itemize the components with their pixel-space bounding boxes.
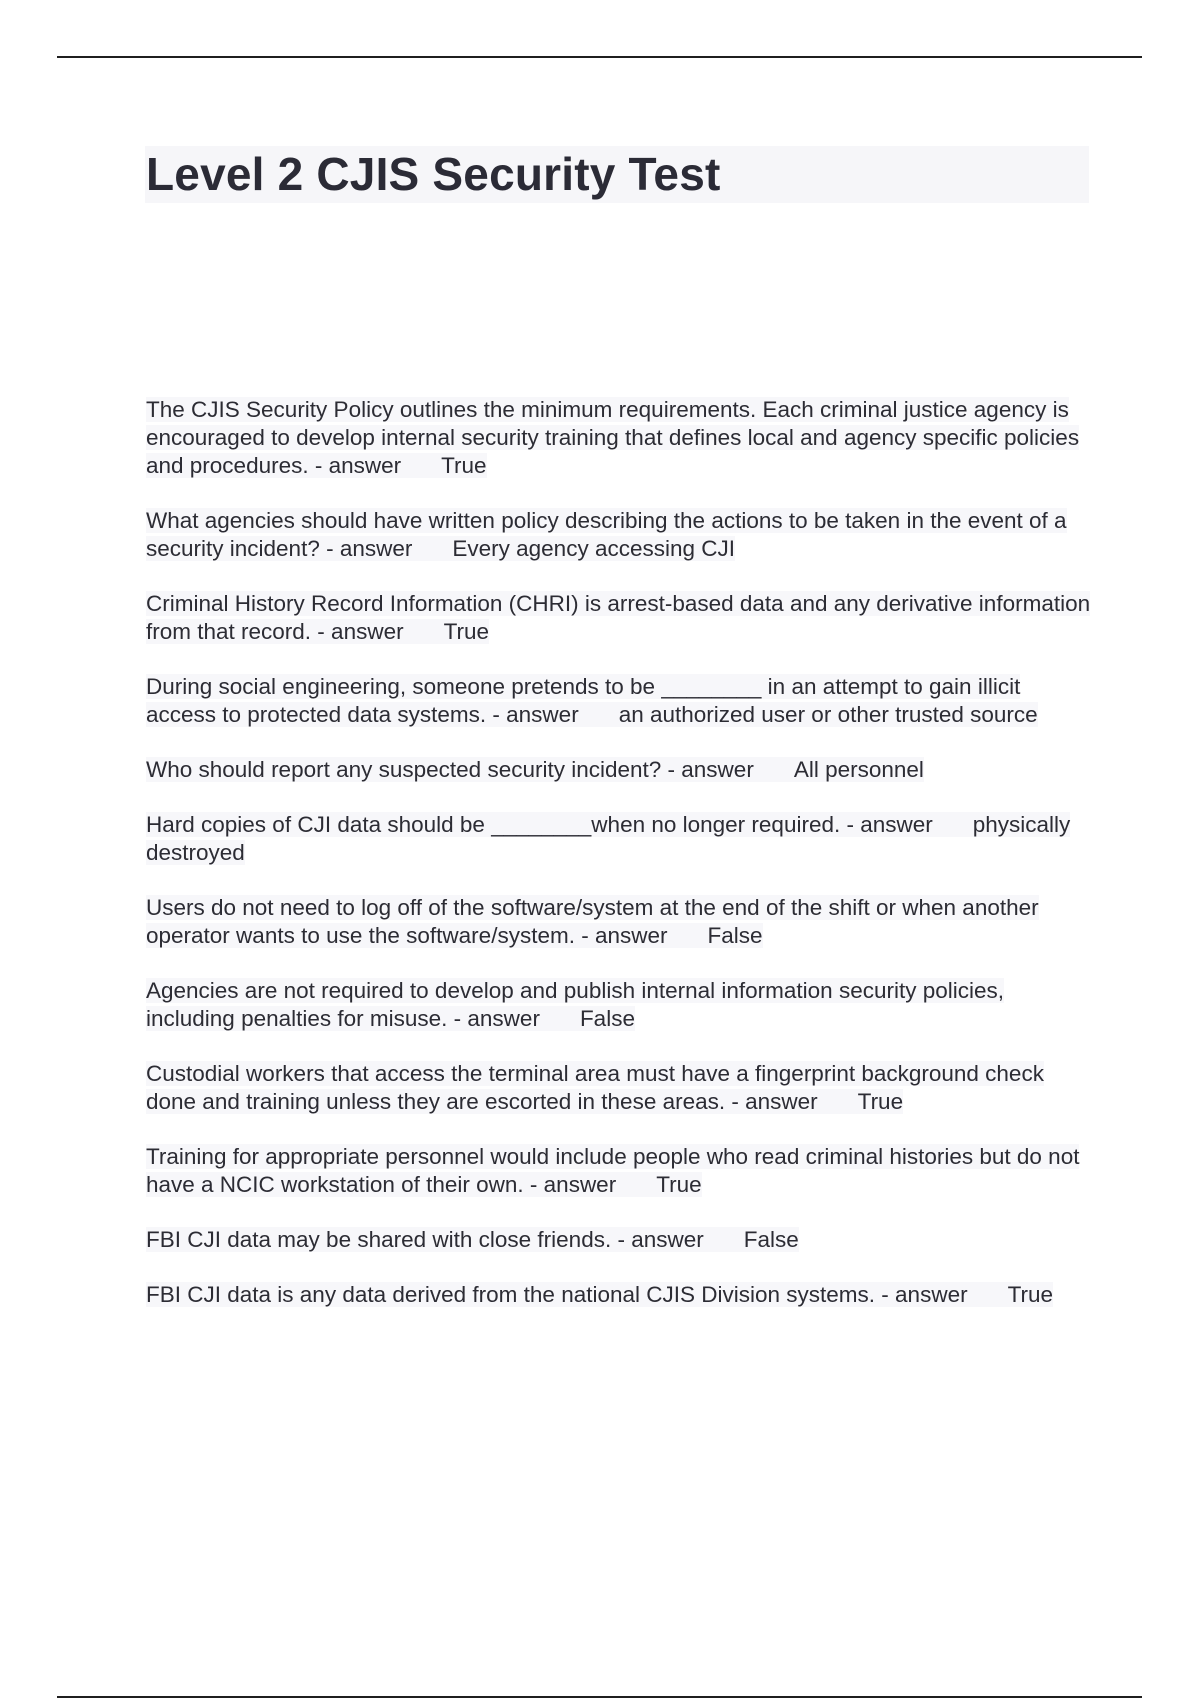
qa-item [146, 894, 1096, 950]
answer-text: True [656, 1172, 702, 1197]
answer-text: True [443, 619, 490, 644]
answer-text: Every agency accessing CJI [452, 536, 735, 561]
footer-rule [57, 1696, 1142, 1698]
question-text: The CJIS Security Policy outlines the minimum requirements. Each criminal justice agency is encouraged to develop internal security training that defines local and agency specific policies and procedures. - answer [146, 397, 1080, 478]
answer-text: True [441, 453, 487, 478]
question-text: Criminal History Record Information (CHRI) is arrest-based data and any derivative information from that record. - answer [146, 591, 1091, 644]
qa-item [146, 1281, 1096, 1309]
question-text: Custodial workers that access the terminal area must have a fingerprint background check done and training unless they are escorted in these areas. - answer [146, 1061, 1044, 1114]
qa-list [146, 396, 1096, 1336]
question-text: During social engineering, someone pretends to be ________ in an attempt to gain illicit access to protected data systems. - answer [146, 674, 1021, 727]
question-text: Training for appropriate personnel would include people who read criminal histories but do not have a NCIC workstation of their own. - answer [146, 1144, 1080, 1197]
answer-text: False [579, 1006, 635, 1031]
question-text: Who should report any suspected security incident? - answer [146, 757, 754, 782]
question-text: FBI CJI data is any data derived from the national CJIS Division systems. - answer [146, 1282, 968, 1307]
qa-item [146, 1226, 1096, 1254]
answer-text: physically destroyed [146, 812, 1071, 865]
qa-item [146, 1143, 1096, 1199]
answer-text: True [1007, 1282, 1054, 1307]
answer-text: an authorized user or other trusted source [618, 702, 1038, 727]
qa-item [146, 977, 1096, 1033]
qa-item [146, 811, 1096, 867]
question-text: What agencies should have written policy describing the actions to be taken in the event of a security incident? - answer [146, 508, 1067, 561]
qa-item [146, 673, 1096, 729]
qa-item [146, 396, 1096, 480]
qa-item [146, 756, 1096, 784]
question-text: Agencies are not required to develop and publish internal information security policies, including penalties for misuse. - answer [146, 978, 1004, 1031]
qa-item [146, 590, 1096, 646]
answer-text: False [707, 923, 763, 948]
question-text: FBI CJI data may be shared with close friends. - answer [146, 1227, 704, 1252]
question-text: Users do not need to log off of the software/system at the end of the shift or when another operator wants to use the software/system. - answer [146, 895, 1039, 948]
qa-item [146, 1060, 1096, 1116]
document-title: Level 2 CJIS Security Test [146, 148, 721, 200]
header-rule [57, 56, 1142, 58]
answer-text: True [857, 1089, 904, 1114]
answer-text: All personnel [793, 757, 924, 782]
answer-text: False [743, 1227, 799, 1252]
question-text: Hard copies of CJI data should be ________when no longer required. - answer [146, 812, 933, 837]
qa-item [146, 507, 1096, 563]
